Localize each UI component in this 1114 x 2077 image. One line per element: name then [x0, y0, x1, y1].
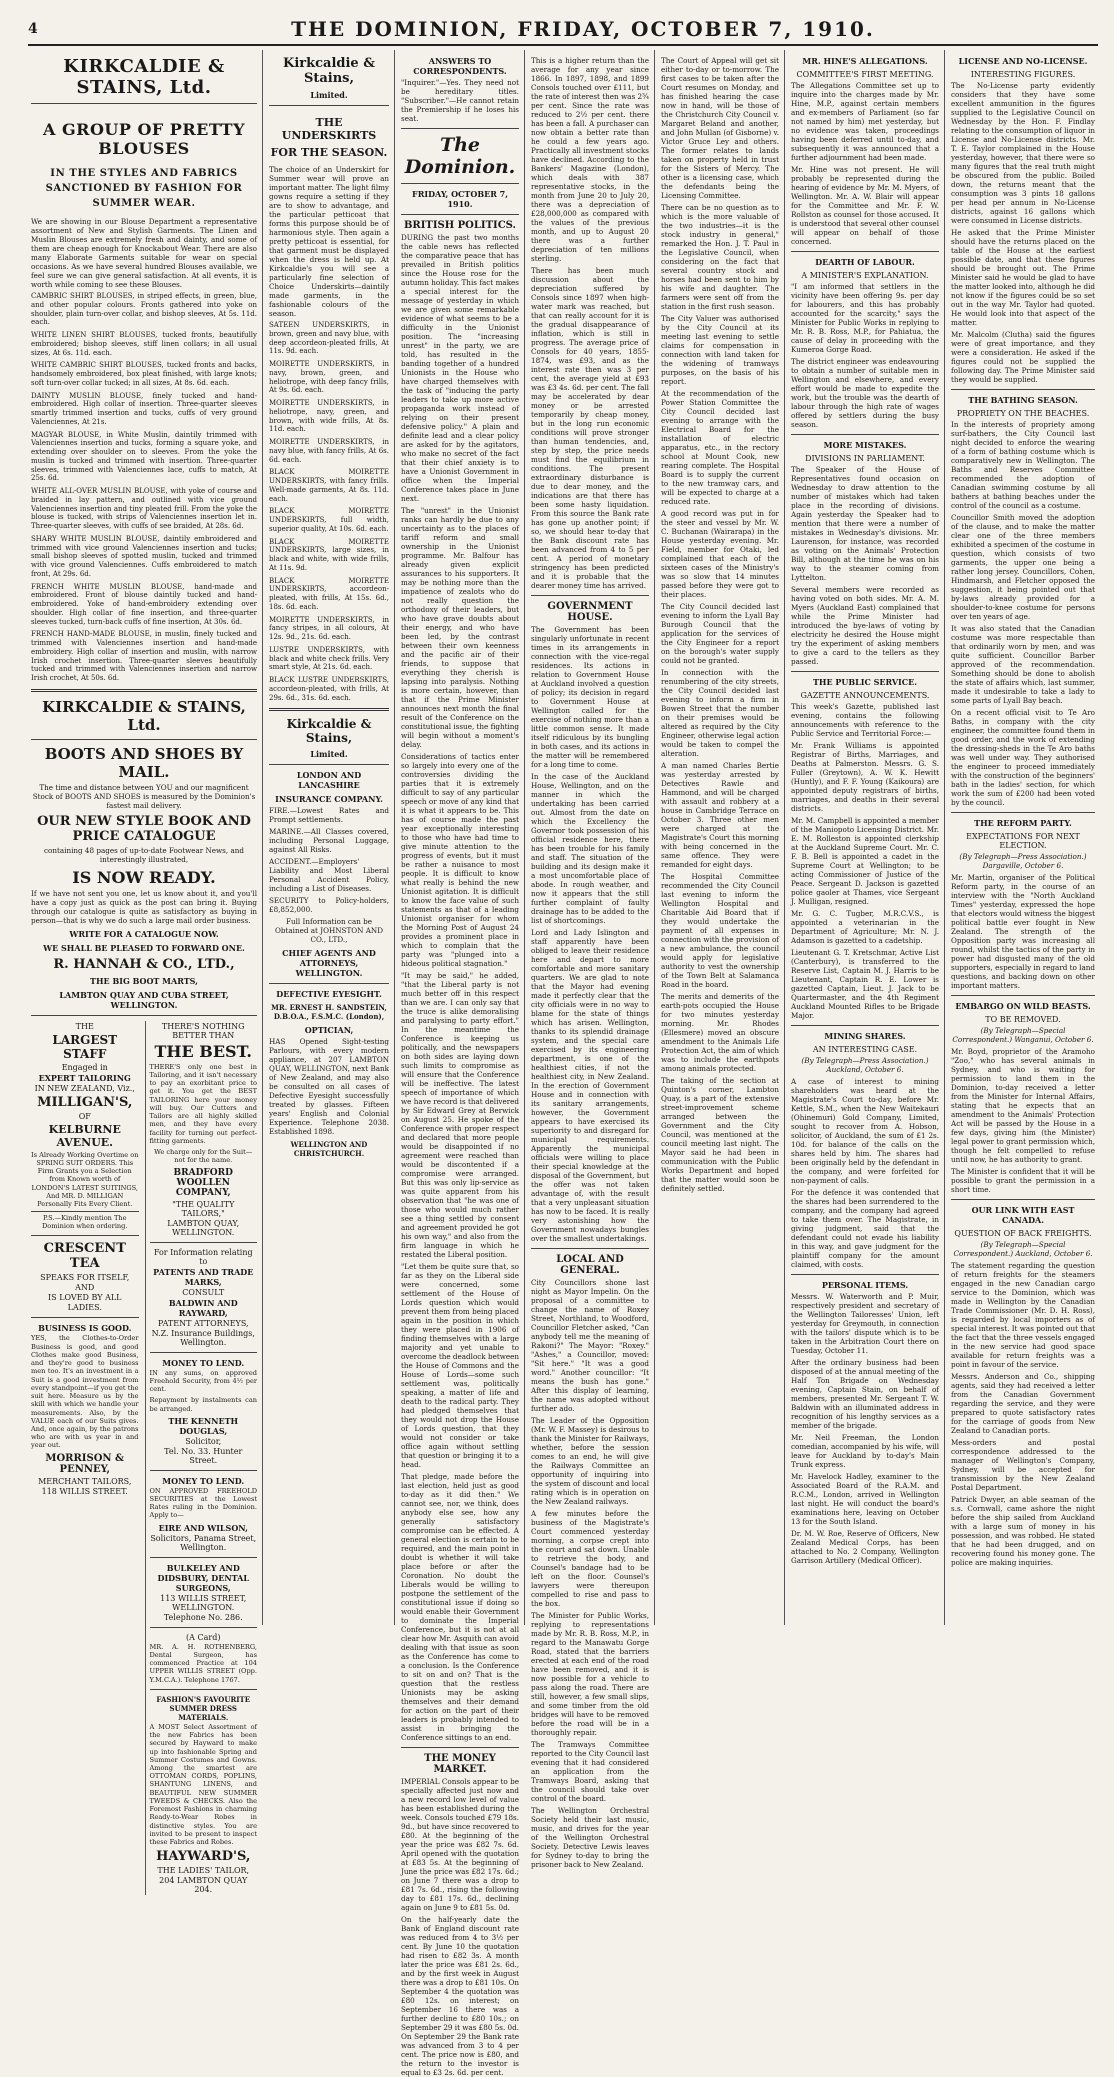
write-line: WRITE FOR A CATALOGUE NOW.	[69, 928, 219, 939]
article-paragraph: The Wellington Orchestral Society held their last music, music, and drives for the year of the Wellington Orchestral Society. Detective Lewis leaves for Sydney to-day to bring the prisoner back to New Zealand.	[531, 1806, 649, 1869]
blouse-item: WHITE ALL-OVER MUSLIN BLOUSE, with yoke of course and braided in lay pattern, and outlined with vice ground Valenciennes insertion and tiny pleated frill. From the yoke the blouse is tucked, with strips of Valenciennes insertion let in. Three-quarter sleeves, with cuffs of see braided, At 28s. 6d.	[31, 487, 257, 530]
underskirt-item: BLACK MOIRETTE UNDERSKIRTS, accordeon-pleated, with frills, At 15s. 6d., 18s. 6d. each.	[269, 576, 389, 611]
blouse-item: MAGYAR BLOUSE, in White Muslin, daintily trimmed with Valenciennes insertion and tucks, forming a square yoke, and extending over shoulder on to sleeves. From the yoke the muslin is tucked and trimmed with insertion. Three-quarter sleeves, trimmed with Valenciennes lace, cuffs to match, At 25s. 6d.	[31, 430, 257, 483]
article-paragraph: The City Council decided last evening to inform the Lyall Bay Burough Council that the application for the services of the City Engineer for a report on the borough's water supply could not be granted.	[661, 602, 779, 665]
hannah-sub: THE BIG BOOT MARTS,	[90, 975, 198, 986]
hannah-address: LAMBTON QUAY AND CUBA STREET, WELLINGTON.	[59, 989, 229, 1010]
bulkeley-name: BULKELEY AND DIDSBURY, DENTAL SURGEONS,	[157, 1562, 249, 1593]
article-paragraph: On the half-yearly date the Bank of England discount rate was reduced from 4 to 3½ per cent. By June 10 the quotation had risen to £82 3s. A month later the price was £81 2s. 6d., and by the first week in August there was a drop to £81 10s. On September 4 the quotation was £80 12s. on interest; on September 16 there was a further decline to £80 10s.; on September 29 it was £80 5s. 0d. On September 29 the Bank rate was advanced from 3 to 4 per cent. The price now is £80, and the return to the investor is equal to £3 2s. 6d. per cent.	[401, 1915, 519, 2077]
morrison-address: 118 WILLIS STREET.	[41, 1486, 128, 1496]
government-house-head: GOVERNMENT HOUSE.	[547, 601, 633, 623]
article-paragraph: In connection with the renumbering of the city streets, the City Council decided last evening to inform a firm in Bowen Street that the number on their premises would be altered as required by the City Engineer, otherwise legal action would be taken to compel the alteration.	[661, 668, 779, 758]
article-paragraph: Considerations of tactics enter so largely into every one of the controversies dividing the parties that it is extremely difficult to say of any particular speech or move of any kind that it is what it appears to be. This has of course made the past year exceptionally interesting to those who have had time to give minute attention to the progress of events, but it must be rather a nuisance to most people. It is difficult to know what really is behind the new Unionist agitation. It is difficult to know the face value of such statements as that of a leading Unionist organiser for whom the Morning Post of August 24 provides a prominent place in which to complain that the party was "plunged into a hideous political stagnation."	[401, 752, 519, 968]
money-text: IN any sums, on approved Freehold Security, from 4½ per cent.	[149, 1368, 257, 1394]
column-4	[528, 50, 652, 1869]
crescent-line-1: SPEAKS FOR ITSELF,	[40, 1273, 130, 1283]
local-general-head: LOCAL AND GENERAL.	[556, 1254, 624, 1276]
mistakes-body	[791, 465, 939, 666]
service-body	[791, 702, 939, 1020]
labour-sub: A MINISTER'S EXPLANATION.	[801, 271, 929, 280]
eyesight-text: HAS Opened Sight-testing Parlours, with every modern appliance, at 207 LAMBTON QUAY, WELLINGTON, next Bank of New Zealand, and may also be consulted on all cases of Defective Eyesight successfully treated by glasses. Fifteen years' English and Colonial Experience. Telephone 2038. Established 1898.	[269, 1037, 389, 1137]
insurance-fire: FIRE.—Lowest Rates and Prompt settlements.	[269, 806, 389, 825]
rothenberg-text: MR. A. H. ROTHENBERG, Dental Surgeon, has commenced Practice at 104 UPPER WILLIS STREET (Opp. Y.M.C.A.). Telephone 1767.	[149, 1642, 257, 1684]
underskirt-item: SATEEN UNDERSKIRTS, in brown, green and navy blue, with deep accordeon-pleated frills, At 11s. 9d. each.	[269, 321, 389, 356]
fashion-text: A MOST Select Assortment of the new Fabrics has been secured by Hayward to make up into fashionable Spring and Summer Costumes and Gowns. Among the smartest are OTTOMAN CORDS, POPLINS, SHANTUNG LINENS, and BEAUTIFUL NEW SUMMER TWEEDS & CHECKS. Also the Foremost Fashions in charming Ready-to-Wear Robes in distinctive styles. You are invited to be present to inspect these Fabrics and Robes.	[149, 1722, 257, 1847]
article-paragraph: In the interests of propriety among surf-bathers, the City Council last night decided to enforce the wearing of a form of bathing costume which is comparatively new in Wellington. The Baths and Reserves Committee recommended the adoption of Canadian swimming costume by all bathers at bathing beaches under the control of the council as a costume.	[951, 420, 1095, 510]
the-best: THE BEST.	[154, 1041, 252, 1061]
licence-head: LICENSE AND NO-LICENSE.	[958, 56, 1088, 66]
underskirts-head-2: FOR THE SEASON.	[270, 146, 388, 159]
embargo-sub: TO BE REMOVED.	[985, 1015, 1061, 1024]
article-paragraph: Mr. G. C. Tugber, M.R.C.V.S., is appointed a veterinarian in the Department of Agriculture; Mr. N. J. Adamson is gazetted to a cadetship.	[791, 909, 939, 945]
bradford-name: BRADFORD WOOLLEN COMPANY,	[173, 1167, 233, 1198]
article-paragraph: That pledge, made before the last election, held just as good to-day as it did then." We cannot see, nor, we think, does anybody else see, how any generally satisfactory compromise can be effected. A general election is certain to be required, and the main point in doubt is whether it will take place before or after the Coronation. No doubt the Liberals would be willing to postpone the settlement of the constitutional issue if doing so would enable their Government to dominate the Imperial Conference, but it is not at all clear how Mr. Asquith can avoid dealing with that issue as soon as the Conference has come to a conclusion. Is the Conference to sit on and on? That is the question that the restless Unionists may be asking themselves and their demand for action on the part of their leaders is probably intended to assist in bringing the Conference sittings to an end.	[401, 1472, 519, 1742]
baldwin-address: N.Z. Insurance Buildings, Wellington.	[151, 1328, 255, 1347]
local-general-body	[531, 1278, 649, 1869]
blouse-item: SHARY WHITE MUSLIN BLOUSE, daintily embroidered and trimmed with vice ground Valenciennes insertion and tucks; small bishop sleeves of spotted muslin, tucked and trimmed with vice ground Valenciennes. Cuffs embroidered to match front, At 29s. 6d.	[31, 534, 257, 578]
bathing-head: THE BATHING SEASON.	[968, 395, 1078, 405]
blouse-item: DAINTY MUSLIN BLOUSE, finely tucked and hand-embroidered. High collar of insertion. Three-quarter sleeves smartly trimmed insertion and tucks, cuffs of very ground Valenciennes, At 21s.	[31, 391, 257, 426]
licence-body	[951, 81, 1095, 384]
article-paragraph: Mr. Frank Williams is appointed Registrar of Births, Marriages, and Deaths at Palmerston. Messrs. G. S. Fuller (Greytown), A. W. K. Hewitt (Huntly), and F. F. Young (Kaikoura) are appointed deputy registrars of births, marriages, and deaths in their several districts.	[791, 741, 939, 813]
money-market-head: THE MONEY MARKET.	[424, 1753, 496, 1775]
article-paragraph: IMPERIAL Consols appear to be specially affected just now and a new record low level of value has been established during the week. Consols touched £79 18s. 9d., but have since recovered to £80. At the beginning of the year the price was £82 7s. 6d. April opened with the quotation at £83 5s. At the beginning of June the price was £82 17s. 6d.; on June 7 there was a drop to £81 7s. 6d., rising the following day to £81 17s. 6d., declining again on June 9 to £81 5s. 0d.	[401, 1777, 519, 1912]
article-paragraph: The Government has been singularly unfortunate in recent times in its arrangements in connection with the vice-regal residences. Its actions in relation to Government House at Auckland involved a question of policy; its decision in regard to Government House at Wellington called for the exercise of nothing more than a little common sense. It made itself ridiculous by its bungling in both cases, and its actions in the matter will be remembered for a long time to come.	[531, 625, 649, 769]
blouses-headline: A GROUP OF PRETTY BLOUSES	[43, 120, 245, 158]
underskirts-intro: The choice of an Underskirt for Summer wear will prove an important matter. The light filmy gowns require a setting if they are to show to advantage, and the particular petticoat that forms this purpose should be of harmonious style. Then again a pretty petticoat is essential, for that garment must be displayed when the dress is held up. At Kirkcaldie's you will see a particularly fine selection of Choice Underskirts—daintily made garments, in the fashionable colours of the season.	[269, 165, 389, 318]
optician-label: OPTICIAN,	[304, 1025, 354, 1036]
largest-text-1: Engaged in	[61, 1062, 108, 1072]
article-paragraph: DURING the past two months the cable news has reflected the comparative peace that has prevailed in British politics since the House rose for the autumn holiday. This fact makes a special interest for the message of yesterday in which we are given some remarkable evidence of what seems to be a difficulty in the Unionist position. The "increasing unrest" in the party, we are told, has resulted in the banding together of a hundred Unionists in the House who have charged themselves with the task of "inducing the party leaders to take up more active propaganda work instead of relying on their present defensive policy." A plain and definite lead and a clear policy are asked for by the agitators, who make no secret of the fact that their chief anxiety is to have a Unionist Government in office when the Imperial Conference takes place in June next.	[401, 233, 519, 503]
a-card: (A Card)	[186, 1632, 221, 1642]
labour-head: DEARTH OF LABOUR.	[815, 257, 915, 267]
crescent-line-4: LADIES.	[67, 1303, 102, 1313]
kirkcaldie-brand-col2-b: Kirkcaldie & Stains,	[286, 717, 372, 746]
hines-head: MR. HINE'S ALLEGATIONS.	[802, 56, 928, 66]
reform-by: (By Telegraph—Press Association.) Dargaville, October 6.	[959, 852, 1087, 870]
crescent-line-2: AND	[75, 1283, 95, 1293]
business-head: BUSINESS IS GOOD.	[38, 1323, 132, 1334]
underskirt-item: MOIRETTE UNDERSKIRTS, in navy blue, with fancy frills, At 6s. 6d. each.	[269, 438, 389, 464]
article-paragraph: Patrick Dwyer, an able seaman of the s.s. Cornwall, came ashore the night before the ship sailed from Auckland with a large sum of money in his possession, and was robbed. He stated that he had been drugged, and on recovering found his money gone. The police are making inquiries.	[951, 1495, 1095, 1567]
article-paragraph: The City Valuer was authorised by the City Council at its meeting last evening to settle claims for compensation in connection with land taken for the widening of tramways purposes, on the basis of his report.	[661, 314, 779, 386]
local-general-continued	[661, 56, 779, 1193]
answers-text: "Inquirer."—Yes. They need not be hereditary titles. "Subscriber."—He cannot retain the Premiership if he loses his seat.	[401, 78, 519, 123]
mining-head: MINING SHARES.	[824, 1031, 906, 1041]
personal-head: PERSONAL ITEMS.	[821, 1280, 909, 1290]
canada-body	[951, 1261, 1095, 1567]
embargo-by: (By Telegraph—Special Correspondent.) Wanganui, October 6.	[952, 1026, 1094, 1044]
canada-sub: QUESTION OF BACK FREIGHTS.	[954, 1229, 1092, 1238]
fashion-head: FASHION'S FAVOURITE SUMMER DRESS MATERIALS.	[156, 1694, 251, 1722]
column-6	[788, 50, 942, 1625]
beaches-body	[951, 420, 1095, 807]
catalogue-text: containing 48 pages of up-to-date Footwear News, and interestingly illustrated,	[44, 845, 244, 864]
consult-line: CONSULT	[182, 1287, 225, 1297]
money-text-2: Repayment by instalments can be arranged.	[149, 1396, 257, 1413]
article-paragraph: There can be no question as to which is the more valuable of the two industries—it is the stock industry in general," remarked the Hon. J. T. Paul in the Legislative Council, when considering on the fact that several country stock and horses had been sent to him by his wife and daughter. The farmers were sent off from the station in the first rush season.	[661, 203, 779, 311]
article-paragraph: Dr. M. W. Roe, Reserve of Officers, New Zealand Medical Corps, has been attached to No. 2 Company, Wellington Garrison Artillery (Medical Officer).	[791, 1529, 939, 1565]
largest-staff: LARGEST STAFF	[52, 1032, 118, 1061]
article-paragraph: It was also stated that the Canadian costume was more respectable than that ordinarily worn by men, and was quite sufficient. Councillor Barber approved of the recommendation. Something should be done to abolish the state of affairs which, last summer, made it undesirable to take a lady to some parts of Lyall Bay beach.	[951, 624, 1095, 705]
insurance-security: SECURITY to Policy-holders, £8,852,000.	[269, 896, 389, 915]
morrison-sub: MERCHANT TAILORS,	[38, 1476, 132, 1486]
article-paragraph: Mess-orders and postal correspondence addressed to the manager of Wellington's Company, Sydney, will be accepted for transmission by the New Zealand Postal Department.	[951, 1438, 1095, 1492]
british-politics-head: BRITISH POLITICS.	[403, 220, 517, 231]
insurance-marine: MARINE.—All Classes covered, including Personal Luggage, against All Risks.	[269, 827, 389, 855]
milligans-ad	[31, 1021, 139, 1896]
insurance-accident: ACCIDENT.—Employers' Liability and Most Liberal Personal Accident Policy, including a List of Diseases.	[269, 857, 389, 894]
london-lancashire: LONDON AND LANCASHIRE	[296, 770, 362, 791]
licence-sub: INTERESTING FIGURES.	[970, 70, 1076, 79]
mistakes-sub: DIVISIONS IN PARLIAMENT.	[805, 454, 925, 463]
article-paragraph: This week's Gazette, published last evening, contains the following announcements with reference to the Public Service and Territorial Force:—	[791, 702, 939, 738]
underskirt-item: MOIRETTE UNDERSKIRTS, in fancy stripes, in all colours, At 12s. 9d., 21s. 6d. each.	[269, 615, 389, 641]
money-market-body	[401, 1777, 519, 2077]
limited-label: Limited.	[310, 90, 348, 100]
baldwin-name: BALDWIN AND RAYWARD,	[168, 1297, 238, 1318]
patents-info: For Information relating to	[153, 1247, 253, 1266]
underskirt-list	[269, 321, 389, 702]
article-paragraph: The Minister is confident that it will be possible to grant the permission in a short time.	[951, 1167, 1095, 1194]
kenneth-name: THE KENNETH DOUGLAS,	[168, 1415, 239, 1436]
eire-sub: Solicitors, Panama Street, Wellington.	[150, 1533, 257, 1552]
blouse-item: WHITE LINEN SHIRT BLOUSES, tucked fronts, beautifully embroidered; bishop sleeves, stiff linen collars; in all usual sizes, At 6s. 11d. each.	[31, 331, 257, 357]
bulkeley-address: 113 WILLIS STREET, WELLINGTON.	[160, 1593, 247, 1612]
blouses-subhead-2: SANCTIONED BY FASHION FOR	[45, 183, 243, 194]
crescent-line-3: IS LOVED BY ALL	[48, 1293, 122, 1303]
money-market-continued	[531, 56, 649, 590]
largest-the: THE	[75, 1021, 94, 1031]
article-paragraph: The Hospital Committee recommended the City Council last evening to inform the Wellington Hospital and Charitable Aid Board that if they would undertake the payment of all expenses in connection with the provision of a new ambulance, the council would apply for legislative authority to vest the ownership of the Town Belt at Salamanca Road in the board.	[661, 872, 779, 989]
personal-body	[791, 1292, 939, 1565]
hayward-name: HAYWARD'S,	[156, 1849, 251, 1865]
eyesight-name: MR. ERNEST H. SANDSTEIN, D.B.O.A., F.S.M.C. (London),	[271, 1003, 387, 1022]
blouse-item: FRENCH WHITE MUSLIN BLOUSE, hand-made and embroidered. Front of blouse daintily tucked and hand-embroidered. Yoke of hand-embroidery extending over shoulder. High collar of fine insertion, and three-quarter sleeves tucked, turn-back cuffs of fine insertion, At 30s. 6d.	[31, 582, 257, 626]
ready-headline: IS NOW READY.	[72, 867, 216, 887]
article-paragraph: In the case of the Auckland House, Wellington, and on the manner in which the undertaking has been carried out. Almost from the date on which the Excellency the Governor took possession of his official residence here, there has been trouble for his family and staff. The situation of the building and its design make it a most uncomfortable place of abode. In rough weather, and now it appears that the still further complaint of faulty drainage has to be added to the list of shortcomings.	[531, 772, 649, 925]
hines-sub: COMMITTEE'S FIRST MEETING.	[796, 70, 934, 79]
underskirt-item: MOIRETTE UNDERSKIRTS, in navy, brown, green, and heliotrope, with deep fancy frills, At 9s. 6d. each.	[269, 360, 389, 395]
money-2-text: ON APPROVED FREEHOLD SECURITIES at the Lowest Rates ruling in the Dominion. Apply to—	[149, 1486, 257, 1520]
underskirts-head-1: THE UNDERSKIRTS	[281, 116, 377, 142]
article-paragraph: Mr. Hine was not present. He will probably be represented during the hearing of evidence by Mr. M. Myers, of Wellington. Mr. A. W. Blair will appear for the Committee and Mr. F. W. Rollston as counsel for those accused. It is understood that several other counsel will appear on behalf of those concerned.	[791, 165, 939, 246]
column-rule	[262, 50, 263, 1625]
article-paragraph: Messrs. Anderson and Co., shipping agents, said they had received a letter from the Canadian Government regarding the service, and they were prepared to quote satisfactory rates for the carriage of goods from New Zealand to Canadian ports.	[951, 1372, 1095, 1435]
blouses-subhead-3: SUMMER WEAR.	[92, 198, 196, 209]
article-paragraph: A man named Charles Bertie was yesterday arrested by Detectives Rawle and Hammond, and will be charged with assault and robbery at a house in Cambridge Terrace on October 3. Three other men were charged at the Magistrate's Court this morning with being concerned in the same offence. They were remanded for eight days.	[661, 761, 779, 869]
article-paragraph: For the defence it was contended that the shares had been surrendered to the company, and the company had agreed to take them over. The Magistrate, in giving judgment, said that the defendant could not evade his liability in this way, and gave judgment for the plaintiff company for the amount claimed, with costs.	[791, 1188, 939, 1269]
kenneth-sub: Solicitor,	[185, 1436, 222, 1446]
article-paragraph: City Councillors shone last night as Mayor Impelin. On the proposal of a committee to change the name of Roxey Street, Northland, to Woodford, Councillor Fletcher asked, "Can anybody tell me the meaning of Rakoni?" The Mayor: "Roxey." "Ashes," a Councillor, moved: "Sit here." "It was a good word." Another councillor: "It means the bush has gone." After this display of learning, the name was adopted without further ado.	[531, 1278, 649, 1413]
article-paragraph: The taking of the section at Quinton's corner, Lambton Quay, is a part of the extensive street-improvement scheme arranged between the Government and the City Council, was mentioned at the council meeting last night. The Mayor said he had been in communication with the Public Works Department and hoped that the matter would soon be definitely settled.	[661, 1076, 779, 1193]
article-paragraph: The "unrest" in the Unionist ranks can hardly be due to any uncertainty as to the places of tariff reform and small ownership in the Unionist programme. Mr. Balfour has already given explicit assurances to his supporters. It may be nothing more than the impatience of zealots who do not really question the orthodoxy of their leaders, but who have grave doubts about their energy, and who have been led, by the contrast between their own keenness and the pacific air of their friends, to suppose that everything they cherish is lapsing into paralysis. Nothing is more certain, however, than that if the Prime Minister announces next month the final result of the Conference on the constitutional issue, the fighting will begin without a moment's delay.	[401, 506, 520, 749]
column-5	[658, 50, 782, 1625]
article-paragraph: Mr. Martin, organiser of the Political Reform party, in the course of an interview with the "North Auckland Times" yesterday, expressed the hope that electors would witness the biggest political battle ever fought in New Zealand. The strength of the Opposition party was increasing all round, whilst the tactics of the party in power had disgusted many of the old supporters, especially in regard to land questions, and backing down on other important matters.	[951, 873, 1095, 990]
small-ads-right	[145, 1021, 258, 1896]
underskirt-item: BLACK MOIRETTE UNDERSKIRTS, full width, superior quality, At 10s. 6d. each.	[269, 507, 389, 533]
insurance-company: INSURANCE COMPANY.	[275, 794, 383, 805]
column-rule	[524, 50, 525, 1625]
kirkcaldie-brand-col2: Kirkcaldie & Stains,	[283, 56, 375, 86]
article-paragraph: Councillor Smith moved the adoption of the clause, and to make the matter clear one of the three members exhibited a specimen of the costume in question, which consists of two garments, the upper one being a rather long jersey. Councillors, Cohen, Hindmarsh, and Fletcher opposed the suggestion, it being pointed out that by-laws already provided for a shoulder-to-knee costume for persons over ten years of age.	[951, 513, 1095, 621]
hayward-sub: THE LADIES' TAILOR,	[157, 1866, 250, 1876]
mining-sub: AN INTERESTING CASE.	[812, 1045, 918, 1054]
reform-head: THE REFORM PARTY.	[974, 818, 1072, 828]
article-paragraph: Messrs. W. Waterworth and P. Muir, respectively president and secretary of the Wellington Tailoresses' Union, left yesterday for Greymouth, in connection with the tailors' dispute which is to be taken in the Arbitration Court there on Tuesday, October 11.	[791, 1292, 939, 1355]
pleased-line: WE SHALL BE PLEASED TO FORWARD ONE.	[43, 942, 245, 953]
government-house-body	[531, 625, 649, 1243]
reform-body	[951, 873, 1095, 990]
milligans-ps: P.S.—Kindly mention The Dominion when ordering.	[31, 1211, 139, 1230]
article-paragraph: After the ordinary business had been disposed of at the annual meeting of the Half Ton Brigade on Wednesday evening, Captain Stain, on behalf of members, presented Mr. Sergeant T. W. Baldwin with an illuminated address in recognition of his lengthy services as a member of the brigade.	[791, 1358, 939, 1430]
article-paragraph: Mr. Neil Freeman, the London comedian, accompanied by his wife, will leave for Auckland by to-day's Main Trunk express.	[791, 1433, 939, 1469]
reform-sub: EXPECTATIONS FOR NEXT ELECTION.	[966, 832, 1080, 850]
canada-head: OUR LINK WITH EAST CANADA.	[971, 1205, 1075, 1225]
article-paragraph: Mr. Malcolm (Clutha) said the figures were of great importance, and they were a consideration. He asked if the figures could not be supplied the following day. The Prime Minister said they would be supplied.	[951, 330, 1095, 384]
hannah-name: R. HANNAH & CO., LTD.,	[53, 956, 235, 972]
insurance-agents: CHIEF AGENTS AND ATTORNEYS, WELLINGTON.	[282, 948, 376, 979]
article-paragraph: At the recommendation of the Power Station Committee the City Council decided last evening to arrange with the Electrical Board for the installation of electric apparatus, etc., in the rectory school at Mount Cook, new rearing complete. The Hospital Board is to supply the current to the new tramway cars, and will be expected to charge at a reduced rate.	[661, 389, 779, 506]
best-line: We charge only for the Suit—not for the name.	[154, 1148, 253, 1165]
column-rule	[784, 50, 785, 1625]
embargo-head: EMBARGO ON WILD BEASTS.	[955, 1001, 1091, 1011]
money-lend-head: MONEY TO LEND.	[162, 1357, 245, 1368]
article-paragraph: On a recent official visit to Te Aro Baths, in company with the city engineer, the committee found them in good order, and the work of extending the dressing-sheds in the Te Aro baths was well under way. They authorised the engineer to proceed immediately with the construction of the beginners' bath in the ladies' section, for which work the sum of £200 had been voted by the council.	[951, 708, 1095, 807]
article-paragraph: The Minister for Public Works, replying to representations made by Mr. R. B. Ross, M.P., in regard to the Manawatu Gorge Road, stated that the barriers erected at each end of the road have been removed, and it is now possible for a vehicle to pass along the road. There are still, however, a few small slips, and some timber from the old bridges will have to be removed before the road will be in a thoroughly repair.	[531, 1611, 649, 1737]
bradford-sub: "THE QUALITY TAILORS,"	[172, 1199, 235, 1218]
article-paragraph: The Tramways Committee reported to the City Council last evening that it had considered an application from the Tramways Board, asking that the council should take over control of the board.	[531, 1740, 649, 1803]
milligans-name: MILLIGAN'S,	[37, 1094, 133, 1110]
embargo-body	[951, 1047, 1095, 1194]
article-paragraph: Several members were recorded as having voted on both sides. Mr. A. M. Myers (Auckland East) complained that while the Prime Minister had introduced the bye-laws of voting by electricity he desired the House might try the experiment of asking members to give a card to the tellers as they passed.	[791, 585, 939, 666]
bradford-address: LAMBTON QUAY, WELLINGTON.	[167, 1218, 240, 1237]
masthead	[28, 14, 1098, 46]
answers-head: ANSWERS TO CORRESPONDENTS.	[413, 56, 507, 76]
page-number: 4	[28, 21, 38, 37]
article-paragraph: A good record was put in for the steer and vessel by Mr. W. C. Buchanan (Wairarapa) in the House yesterday evening. Mr. Field, member for Otaki, led complained that each of the sixteen cases of the Ministry's was so slow that 14 minutes passed before they were got to their places.	[661, 509, 779, 599]
mining-body	[791, 1077, 939, 1269]
underskirt-item: BLACK LUSTRE UNDERSKIRTS, accordeon-pleated, with frills, At 29s. 6d., 31s. 6d. each.	[269, 676, 389, 702]
article-paragraph: The Speaker of the House of Representatives found occasion on Wednesday to draw attention to the number of mistakes which had taken place in the recording of divisions. Again yesterday the Speaker had to mention that there were a number of mistakes in Wednesday's divisions. Mr. Laurenson, for instance, was recorded as voting on the Animals' Protection Bill, although at the time he was on his way to the steamer coming from Lyttelton.	[791, 465, 939, 582]
article-paragraph: The statement regarding the question of return freights for the steamers engaged in the new Canadian cargo service to the Dominion, which was made in Wellington by the Canadian Trade Commissioner (Mr. D. H. Ross), is regarded by local importers as of special interest. It was pointed out that the fact that the three vessels engaged in the new service had good space available for return freights was a point in favour of the service.	[951, 1261, 1095, 1369]
column-7	[948, 50, 1098, 1625]
service-sub: GAZETTE ANNOUNCEMENTS.	[800, 691, 930, 700]
milligans-of: OF	[78, 1111, 91, 1121]
beaches-head: PROPRIETY ON THE BEACHES.	[956, 409, 1090, 418]
article-paragraph: "Let them be quite sure that, so far as they on the Liberal side were concerned, some settlement of the House of Lords question which would prevent them from being placed again in the position in which they were placed in 1906 of finding themselves with a large majority and yet unable to overcome the deadlock between the House of Commons and the House of Lords—some such settlement was, politically speaking, a matter of life and death to the radical party. They had pledged themselves that they would not drop the House of Lords question, that they would not consider or take office again without settling that question or bringing it to a head.	[401, 1262, 519, 1469]
best-head: THERE'S NOTHING BETTER THAN	[161, 1021, 245, 1040]
article-paragraph: Mr. Boyd, proprietor of the Aramoho "Zoo," who has several animals in Sydney, and who is waiting for permission to land them in the Dominion, to-day received a letter from the Minister for Internal Affairs, stating that he expects that an amendment to the Animals' Protection Act will be passed by the House in a few days, giving him (the Minister) legal power to grant permission which, though he felt compelled to refuse until now, he has authority to grant.	[951, 1047, 1095, 1164]
bulkeley-tel: Telephone No. 286.	[163, 1612, 243, 1622]
article-paragraph: "I am informed that settlers in the vicinity have been offering 9s. per day for labourers, and this has probably accounted for the scarcity," says the Minister for Public Works in replying to Mr. R. B. Ross, M.P., for Pahiatua, the cause of delay in proceeding with the Kumeroa Gorge Road.	[791, 282, 939, 354]
column-rule	[944, 50, 945, 1625]
article-paragraph: This is a higher return than the average for any year since 1866. In 1897, 1898, and 1899 Consols touched over £111, but the rate of interest then was 2¾ per cent. Since the rate was reduced to 2½ per cent. there has been a fall. A purchaser can now obtain a better rate than he could a few years ago. Practically all investment stocks have declined. According to the Bankers' Magazine (London), which deals with 387 representative stocks, in the month from June 20 to July 20, there was a depreciation of £28,000,000 as compared with the values of the previous month, and up to August 20 there was a further depreciation of ten millions sterling.	[531, 56, 649, 263]
blouse-list	[31, 292, 257, 683]
catalogue-headline: OUR NEW STYLE BOOK AND PRICE CATALOGUE	[37, 813, 251, 844]
morrison-name: MORRISON & PENNEY,	[45, 1452, 125, 1475]
ready-text: If we have not sent you one, let us know about it, and you'll have a copy just as quick as the post can bring it. Buying through our catalogue is quite as satisfactory as buying in person—that is why we do such a large mail order business.	[31, 888, 257, 925]
baldwin-sub: PATENT ATTORNEYS,	[157, 1318, 249, 1328]
crescent-tea: CRESCENT TEA	[43, 1241, 126, 1272]
business-text: YES, the Clothes-to-Order Business is good, and good Clothes make good Business, and they're good to business men too. It's an investment in a Suit is a good investment from every standpoint—if you get the suit here. Measure us by the skill with which we handle your measurements. Also, by the VALUE each of our Suits gives. And, once again, by the patrons who are with us year in and year out.	[31, 1334, 139, 1450]
paper-title: The Dominion.	[404, 134, 516, 178]
date-line: FRIDAY, OCTOBER 7, 1910.	[412, 189, 508, 209]
blouse-item: FRENCH HAND-MADE BLOUSE, in muslin, finely tucked and trimmed with Valenciennes insertion and hand-made embroidery. High collar of insertion and muslin, with narrow Irish crochet insertion. Three-quarter sleeves beautifully tucked and trimmed with Valenciennes insertion and narrow Irish crochet, At 50s. 6d.	[31, 630, 257, 682]
blouses-subhead-1: IN THE STYLES AND FABRICS	[50, 168, 238, 179]
best-text: THERE'S only one best in Tailoring, and it isn't necessary to pay an exorbitant price to get it. You get the BEST TAILORING here your money will buy. Our Cutters and Tailors are all highly skilled men, and they have every facility for turning out perfect-fitting garments.	[149, 1062, 257, 1145]
underskirt-item: BLACK MOIRETTE UNDERSKIRTS, with fancy frills. Well-made garments, At 8s. 11d. each.	[269, 468, 389, 503]
kelburne-avenue: KELBURNE AVENUE.	[48, 1122, 121, 1149]
article-paragraph: The No-License party evidently considers that they have some excellent ammunition in the figures supplied to the Legislative Council on Wednesday by the Hon. F. Findlay relating to the consumption of liquor in License and No-License districts. Mr. T. E. Taylor complained in the House yesterday, however, that there were so many figures that the real truth might be obscured from the public. Boiled down, the returns meant that the consumption was 3 pints 18 gallons per head per annum in No-License districts, against 16 gallons which were consumed in License districts.	[951, 81, 1095, 225]
article-paragraph: The Court of Appeal will get sit either to-day or to-morrow. The first cases to be taken after the Court resumes on Monday, and has finished hearing the case now in hand, will be those of the Christchurch City Council v. Margaret Beland and another, and John Mullan (of Gisborne) v. Victor Gruce Ley and others. The former relates to lands taken on property held in trust for the Sisters of Mercy. The other is a licensing case, which the defendants being the Licensing Committee.	[661, 56, 779, 200]
article-paragraph: A case of interest to mining shareholders was heard at the Magistrate's Court to-day, before Mr. Kettle, S.M., when the New Waitekauri (Ohinemuri) Gold Company, Limited, sought to recover from A. Hobson, solicitor, of Auckland, the sum of £1 2s. 10d. for balance of the calls on the shares held by him. The shares had been originally held by the defendant in the company, and were forfeited for non-payment of calls.	[791, 1077, 939, 1185]
article-paragraph: The merits and demerits of the earth-pots occupied the House for two minutes yesterday morning. Mr. Rhodes (Ellesmere) moved an obscure amendment to the Animals Life Protection Act, the aim of which was to include the earthpots among animals protected.	[661, 992, 779, 1073]
underskirt-item: BLACK MOIRETTE UNDERSKIRTS, large sizes, in black and white, with wide frills, At 11s. 9d.	[269, 537, 389, 572]
article-paragraph: Mr. Havelock Hadley, examiner to the Associated Board of the R.A.M. and R.C.M., London, arrived in Wellington last night. He will conduct the board's examinations here, leaving on October 13 for the South Island.	[791, 1472, 939, 1526]
column-rule	[394, 50, 395, 1625]
column-3	[398, 50, 522, 2077]
blouses-intro: We are showing in our Blouse Department a representative assortment of New and Stylish Garments. The Linen and Muslin Blouses are extremely fresh and dainty, and some of them are cheap enough for Knockabout Wear. There are also many Elaborate Garments suitable for wear on special occasions. As we have several hundred Blouses available, we feel sure we can give general satisfaction. At all events, it is worth while coming to see these Blouses.	[31, 217, 257, 289]
article-paragraph: "It may be said," he added, "that the Liberal party is not much better off in this respect than we are. I can only say that the truce is alike demoralising and paralysing to party effort." In the meantime the Conference is keeping us politically, and the newspapers on both sides are laying down such limits to compromise as will ensure that the Conference will be ineffective. The latest speech of importance of which we have record is that delivered by Sir Edward Grey at Berwick on August 25. He spoke of the Conference with proper respect and declared that more people would be disappointed if no agreement were reached than would be discontented if a compromise were arranged. But this was only lip-service as was quite apparent from his observation that "he was one of those who would much rather see a thing settled by consent and agreement provided he got his own way," and also from the firm language in which he restated the Liberal position.	[401, 971, 519, 1259]
british-politics-body	[401, 233, 519, 1742]
blouse-item: CAMBRIC SHIRT BLOUSES, in striped effects, in green, blue, and other popular colours. Fronts gathered into yoke on shoulder, plain turn-over collar, and bishop sleeves, At 5s. 11d. each.	[31, 292, 257, 327]
hines-body	[791, 81, 939, 246]
masthead-title: THE DOMINION, FRIDAY, OCTOBER 7, 1910.	[291, 17, 875, 41]
underskirt-item: MOIRETTE UNDERSKIRTS, in heliotrope, navy, green, and brown, with wide frills, At 8s. 11d. each.	[269, 399, 389, 434]
largest-text-2: EXPERT TAILORING	[38, 1072, 131, 1083]
kirkcaldie-brand: KIRKCALDIE & STAINS, Ltd.	[63, 56, 225, 98]
article-paragraph: He asked that the Prime Minister should have the returns placed on the table of the House at the earliest possible date, and that these figures should be brought out. The Prime Minister said he would be glad to have the matter looked into, although he did not know if the figures could be so set out in the way Mr. Taylor had quoted. He would look into that aspect of the matter.	[951, 228, 1095, 327]
article-paragraph: Lord and Lady Islington and staff apparently have been obliged to leave their residence here and depart to more comfortable and more sanitary quarters. We are glad to note that the Mayor had evening made it perfectly clear that the city officials were in no way to blame for the state of things which has arisen. Wellington, thanks to its splendid drainage system, and the special care exercised by its engineering department, is one of the healthiest cities, if not the healthiest city, in New Zealand. In the erection of Government House and in connection with its sanitary arrangements, however, the Government appears to have exercised its superiority to and disregard for municipal requirements. Apparently the municipal officials were willing to place their special knowledge at the disposal of the Government, but the offer was not taken advantage of, with the result that a very unpleasant situation has now to be faced. It is really very astonishing how the Government nowadays bungles over the smallest undertakings.	[531, 928, 649, 1243]
article-paragraph: The district engineer was endeavouring to obtain a number of suitable men in Wellington and elsewhere, and every effort would be made to expedite the work, but the trouble was the dearth of labour through the high rate of wages offered by settlers during the busy season.	[791, 357, 939, 429]
patents-head: PATENTS AND TRADE MARKS,	[153, 1266, 254, 1287]
milligans-text: Is Already Working Overtime on SPRING SUIT ORDERS. This Firm Grants you a Selection from Known worth of LONDON'S LATEST SUITINGS, And MR. D. MILLIGAN Personally Fits Every Client.	[31, 1150, 139, 1209]
largest-text-3: IN NEW ZEALAND, Viz.,	[34, 1083, 135, 1093]
column-rule	[654, 50, 655, 1625]
eyesight-branches: WELLINGTON AND CHRISTCHURCH.	[290, 1140, 368, 1159]
article-paragraph: There has been much discussion about the depreciation suffered by Consols since 1897 when high-water mark was reached, but that can really account for it is the gradual disappearance of inflation, which is still in progress. The average price of Consols for 40 years, 1855-1874, was £93, and as the interest rate then was 3 per cent, the average yield at £93 was £3 4s. 6d. per cent. The fall may be accelerated by dear money or be arrested temporarily by cheap money, but in the long run economic conditions will prove stronger than human tendencies, and, step by step, the price needs must find the equilibrium in conditions. The present extraordinary disturbance is due to dear money, and the indications are that there has been some hasty liquidation. From this source the Bank rate has gone up another point; if so, we should hear to-day that the Bank discount rate has been advanced from 4 to 5 per cent. A period of monetary stringency has been predicted and it is probable that the dearer money time has arrived.	[531, 266, 649, 590]
article-paragraph: The Allegations Committee set up to inquire into the charges made by Mr. Hine, M.P., against certain members and ex-members of Parliament (so far not named by him) met yesterday, but no evidence was taken, proceedings having been deferred until to-day, and subsequently it was announced that a further adjournment had been made.	[791, 81, 939, 162]
boots-headline: BOOTS AND SHOES BY MAIL.	[44, 744, 244, 781]
money-lend-head-2: MONEY TO LEND.	[162, 1475, 245, 1486]
canada-by: (By Telegraph—Special Correspondent.) Auckland, October 6.	[953, 1240, 1093, 1258]
column-2	[266, 50, 392, 1625]
article-paragraph: Mr. M. Campbell is appointed a member of the Maniopoto Licensing District. Mr. E. M. Rolleston is appointed clerkship at the Auckland Supreme Court. Mr. C. F. B. Bell is appointed a cadet in the Supreme Court at Wellington; to be acting Commissioner of Justice of the Peace. Sergeant D. Jackson is gazetted police gaoler at Thames, vice Sergeant J. Mulligan, resigned.	[791, 816, 939, 906]
article-paragraph: The Leader of the Opposition (Mr. W. F. Massey) is desirous to thank the Minister for Railways, whether, before the session comes to an end, he will give the Railways Committee an opportunity of inquiring into the system of discount and local rating which is in operation on the New Zealand railways.	[531, 1416, 649, 1506]
underskirt-item: LUSTRE UNDERSKIRTS, with black and white check frills. Very smart style, At 21s. 6d. each.	[269, 645, 389, 672]
service-head: THE PUBLIC SERVICE.	[812, 677, 918, 687]
insurance-info: Full Information can be Obtained at JOHNSTON AND CO., LTD.,	[275, 917, 383, 945]
hayward-address: 204 LAMBTON QUAY 204.	[159, 1876, 248, 1895]
limited-label-2: Limited.	[310, 749, 348, 760]
article-paragraph: Lieutenant G. T. Kretschmar, Active List (Canterbury), is transferred to the Reserve List, Captain M. J. Harris to be Lieutenant, Captain R. E. Lower is gazetted Captain, Lieut. J. Jack to be Quartermaster, and the 4th Regiment Auckland Mounted Rifles to be Brigade Major.	[791, 948, 939, 1020]
kenneth-address: Tel. No. 33. Hunter Street.	[164, 1446, 243, 1465]
eyesight-head: DEFECTIVE EYESIGHT.	[276, 989, 382, 1000]
kirkcaldie-brand-2: KIRKCALDIE & STAINS, Ltd.	[42, 697, 246, 734]
eire-name: EIRE AND WILSON,	[158, 1522, 248, 1533]
blouse-item: WHITE CAMBRIC SHIRT BLOUSES, tucked fronts and backs, handsomely embroidered, box pleat finished, with large knots; soft turn-over collar tucked; in all sizes, At 8s. 6d. each.	[31, 361, 257, 387]
column-1	[28, 50, 260, 1895]
mistakes-head: MORE MISTAKES.	[823, 440, 907, 450]
labour-body	[791, 282, 939, 429]
mining-by: (By Telegraph—Press Association.) Auckland, October 6.	[801, 1056, 929, 1074]
boots-text: The time and distance between YOU and our magnificent Stock of BOOTS AND SHOES is measured by the Dominion's fastest mail delivery.	[32, 782, 256, 810]
article-paragraph: A few minutes before the business of the Magistrate's Court commenced yesterday morning, a corpse crept into the court and sat down. Unable to retrieve the body, and Counsel's bandage had to be left on the floor. Counsel's lawyers were thereupon compelled to rise and pass to the box.	[531, 1509, 649, 1608]
